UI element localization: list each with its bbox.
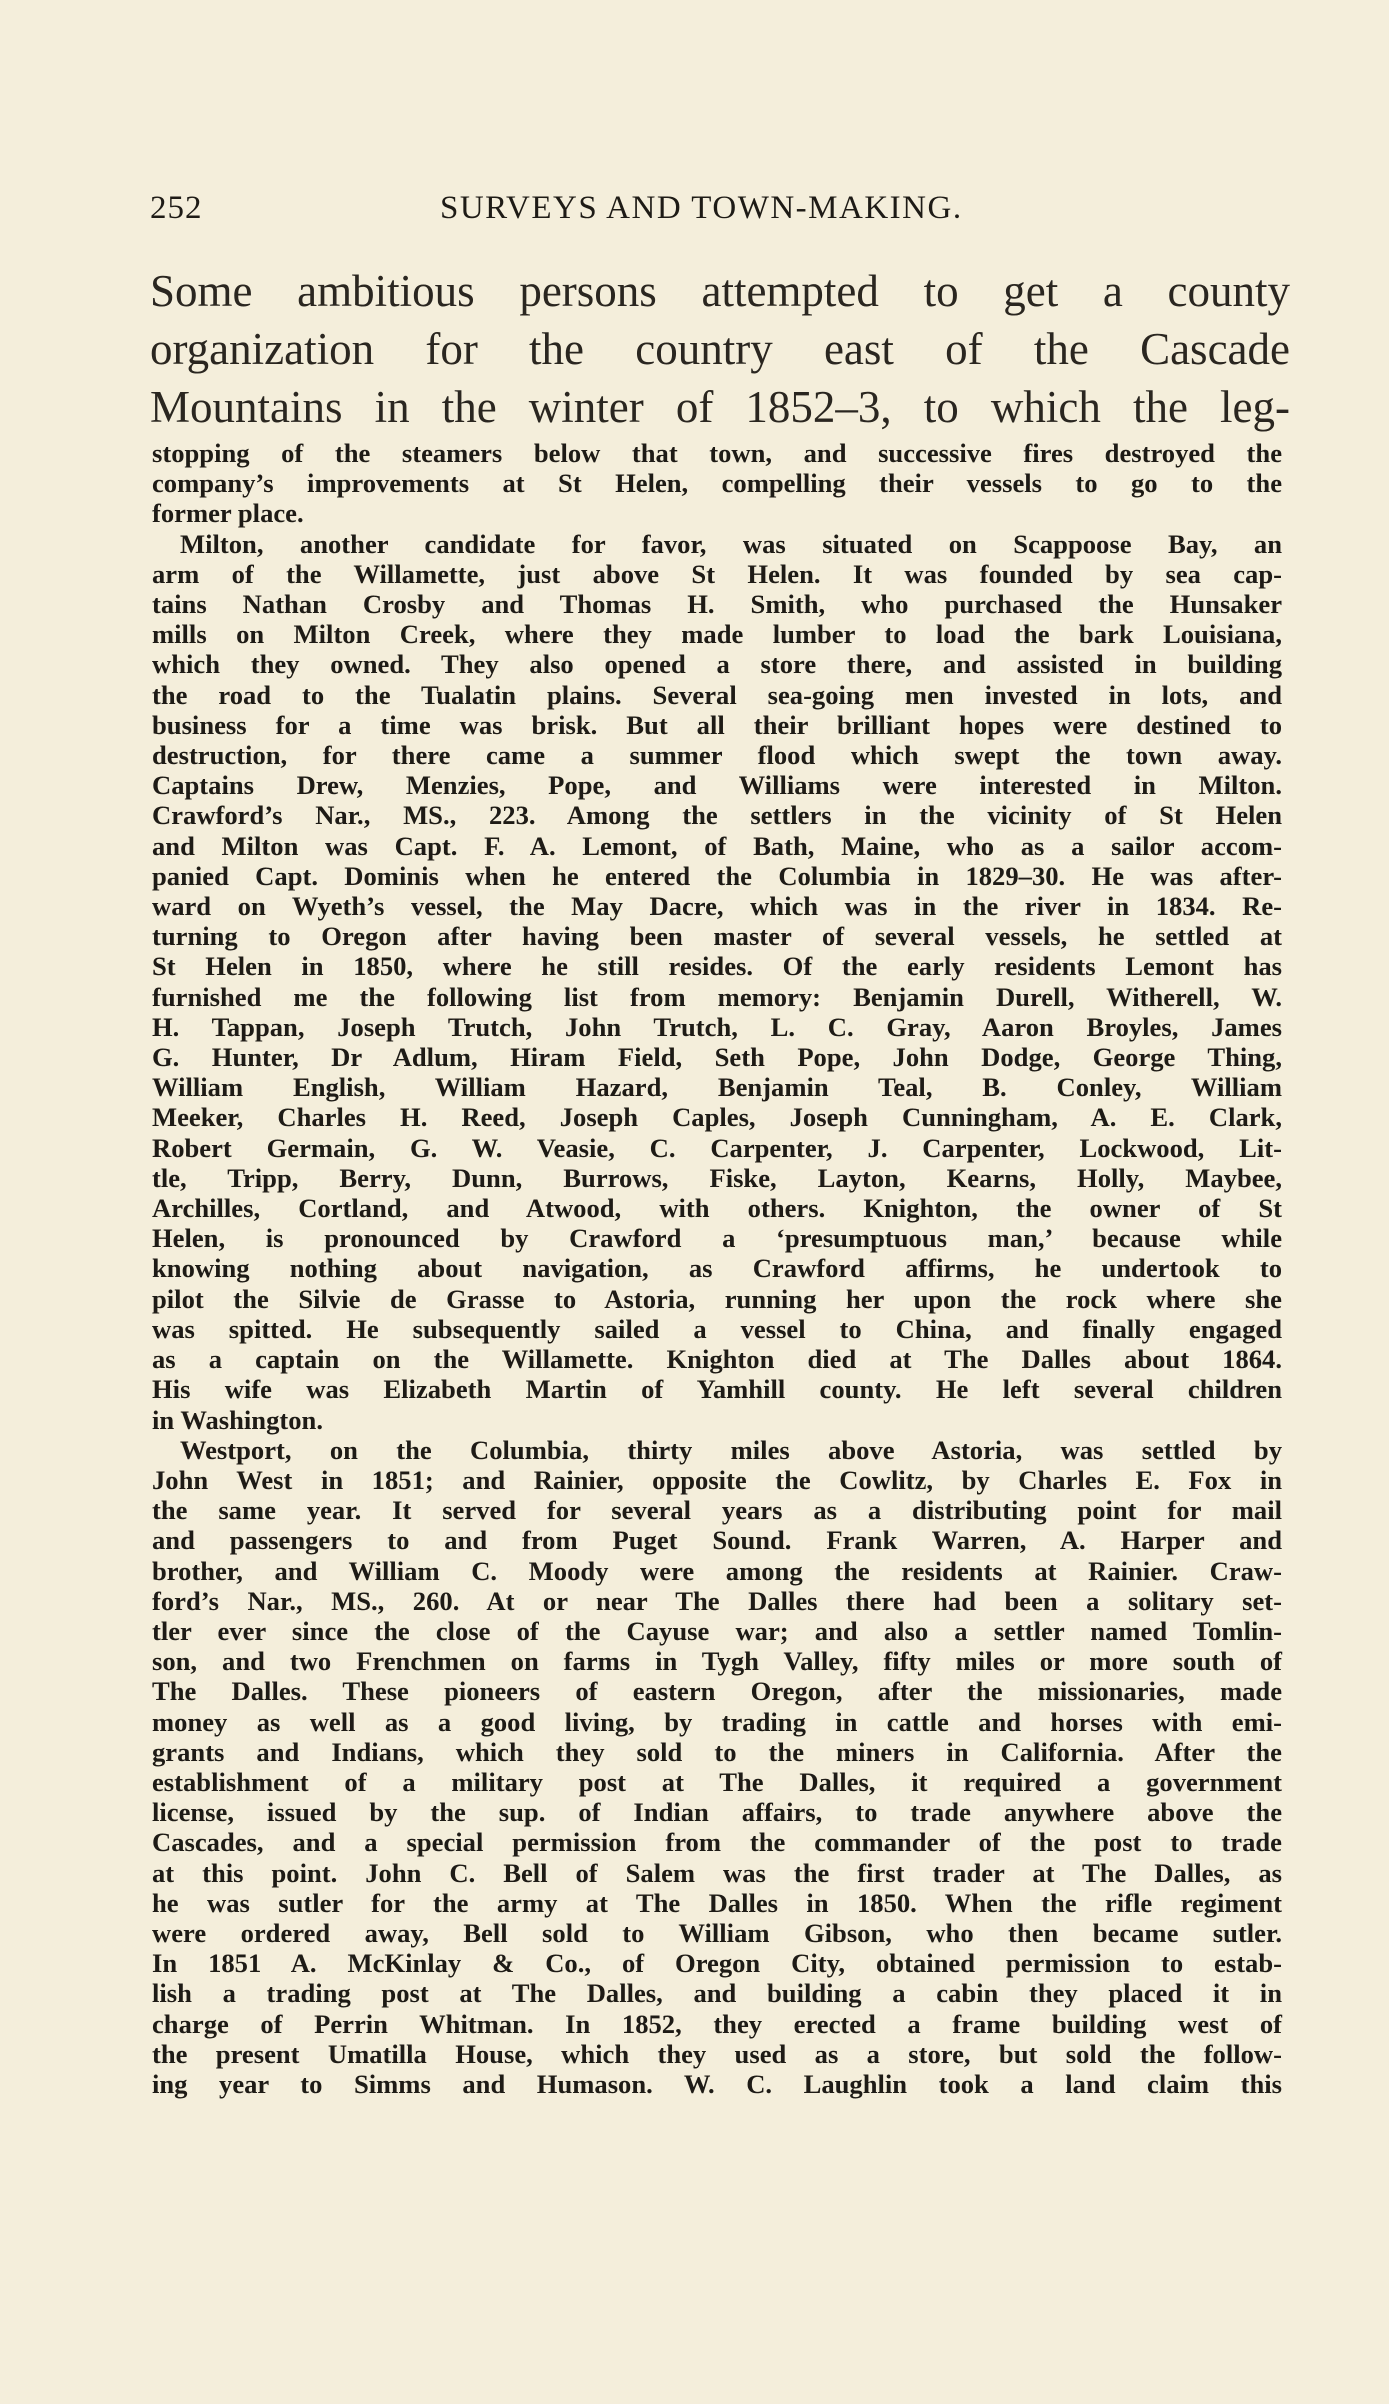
body-line: Crawford’s Nar., MS., 223. Among the settlers in the vicinity of St Helen xyxy=(152,800,1282,831)
body-line: knowing nothing about navigation, as Crawford affirms, he undertook to xyxy=(152,1253,1282,1284)
body-line: as a captain on the Willamette. Knighton died at The Dalles about 1864. xyxy=(152,1344,1282,1375)
page-number: 252 xyxy=(150,190,203,226)
body-line: son, and two Frenchmen on farms in Tygh Valley, fifty miles or more south of xyxy=(152,1646,1282,1677)
body-line: money as well as a good living, by trading in cattle and horses with emi- xyxy=(152,1706,1282,1737)
body-line: pilot the Silvie de Grasse to Astoria, running her upon the rock where she xyxy=(152,1283,1282,1314)
body-line: William English, William Hazard, Benjamin Teal, B. Conley, William xyxy=(152,1072,1282,1103)
body-line: in Washington. xyxy=(152,1404,323,1435)
body-line: furnished me the following list from memory: Benjamin Durell, Witherell, W. xyxy=(152,981,1282,1012)
running-title: SURVEYS AND TOWN-MAKING. xyxy=(440,190,963,226)
headline-line: Mountains in the winter of 1852–3, to which the leg- xyxy=(150,382,1290,432)
body-line: and Milton was Capt. F. A. Lemont, of Bath, Maine, who as a sailor accom- xyxy=(152,830,1282,861)
body-line: destruction, for there came a summer flood which swept the town away. xyxy=(152,740,1282,771)
body-line: Robert Germain, G. W. Veasie, C. Carpenter, J. Carpenter, Lockwood, Lit- xyxy=(152,1132,1282,1163)
body-line: ward on Wyeth’s vessel, the May Dacre, which was in the river in 1834. Re- xyxy=(152,891,1282,922)
body-line: which they owned. They also opened a store there, and assisted in building xyxy=(152,649,1282,680)
body-line: former place. xyxy=(152,498,304,529)
body-line: the same year. It served for several years as a distributing point for mail xyxy=(152,1495,1282,1526)
body-line: were ordered away, Bell sold to William Gibson, who then became sutler. xyxy=(152,1917,1282,1948)
body-line: His wife was Elizabeth Martin of Yamhill county. He left several children xyxy=(152,1374,1282,1405)
body-line: John West in 1851; and Rainier, opposite the Cowlitz, by Charles E. Fox in xyxy=(152,1464,1282,1495)
body-line: stopping of the steamers below that town, and successive fires destroyed the xyxy=(152,438,1282,468)
body-line: ford’s Nar., MS., 260. At or near The Dalles there had been a solitary set- xyxy=(152,1585,1282,1616)
body-line: turning to Oregon after having been master of several vessels, he settled at xyxy=(152,921,1282,952)
body-line: he was sutler for the army at The Dalles in 1850. When the rifle regiment xyxy=(152,1887,1282,1918)
body-line: at this point. John C. Bell of Salem was the first trader at The Dalles, as xyxy=(152,1857,1282,1888)
body-line: Meeker, Charles H. Reed, Joseph Caples, Joseph Cunningham, A. E. Clark, xyxy=(152,1102,1282,1133)
body-line: Captains Drew, Menzies, Pope, and Williams were interested in Milton. xyxy=(152,770,1282,801)
body-line: mills on Milton Creek, where they made lumber to load the bark Louisiana, xyxy=(152,619,1282,650)
body-line: Cascades, and a special permission from the commander of the post to trade xyxy=(152,1827,1282,1858)
body-line: tains Nathan Crosby and Thomas H. Smith, who purchased the Hunsaker xyxy=(152,589,1282,620)
body-line: tle, Tripp, Berry, Dunn, Burrows, Fiske, Layton, Kearns, Holly, Maybee, xyxy=(152,1162,1282,1193)
body-line: the road to the Tualatin plains. Several sea-going men invested in lots, and xyxy=(152,679,1282,710)
body-line: establishment of a military post at The Dalles, it required a government xyxy=(152,1766,1282,1797)
body-line: ing year to Simms and Humason. W. C. Laughlin took a land claim this xyxy=(152,2068,1282,2099)
body-line: The Dalles. These pioneers of eastern Oregon, after the missionaries, made xyxy=(152,1676,1282,1707)
body-line: H. Tappan, Joseph Trutch, John Trutch, L. C. Gray, Aaron Broyles, James xyxy=(152,1011,1282,1042)
body-line: panied Capt. Dominis when he entered the Columbia in 1829–30. He was after- xyxy=(152,860,1282,891)
body-line: tler ever since the close of the Cayuse war; and also a settler named Tomlin- xyxy=(152,1615,1282,1646)
body-line: In 1851 A. McKinlay & Co., of Oregon City, obtained permission to estab- xyxy=(152,1948,1282,1979)
body-line: G. Hunter, Dr Adlum, Hiram Field, Seth Pope, John Dodge, George Thing, xyxy=(152,1042,1282,1073)
body-line: grants and Indians, which they sold to the miners in California. After the xyxy=(152,1736,1282,1767)
body-line: Milton, another candidate for favor, was situated on Scappoose Bay, an xyxy=(180,528,1282,559)
body-line: business for a time was brisk. But all their brilliant hopes were destined to xyxy=(152,709,1282,740)
body-line: the present Umatilla House, which they used as a store, but sold the follow- xyxy=(152,2038,1282,2069)
body-line: charge of Perrin Whitman. In 1852, they erected a frame building west of xyxy=(152,2008,1282,2039)
body-line: was spitted. He subsequently sailed a vessel to China, and finally engaged xyxy=(152,1313,1282,1344)
headline-line: organization for the country east of the Cascade xyxy=(150,324,1290,374)
body-line: Archilles, Cortland, and Atwood, with others. Knighton, the owner of St xyxy=(152,1193,1282,1224)
body-line: lish a trading post at The Dalles, and building a cabin they placed it in xyxy=(152,1978,1282,2009)
body-line: St Helen in 1850, where he still resides. Of the early residents Lemont has xyxy=(152,951,1282,982)
body-line: arm of the Willamette, just above St Helen. It was founded by sea cap- xyxy=(152,558,1282,589)
body-line: Westport, on the Columbia, thirty miles above Astoria, was settled by xyxy=(180,1434,1282,1465)
body-line: Helen, is pronounced by Crawford a ‘presumptuous man,’ because while xyxy=(152,1223,1282,1254)
overlaid-headline-text xyxy=(150,262,1290,436)
body-line: brother, and William C. Moody were among the residents at Rainier. Craw- xyxy=(152,1555,1282,1586)
page-header xyxy=(150,190,1280,240)
body-line: company’s improvements at St Helen, compelling their vessels to go to the xyxy=(152,468,1282,499)
body-line: and passengers to and from Puget Sound. Frank Warren, A. Harper and xyxy=(152,1525,1282,1556)
headline-line: Some ambitious persons attempted to get a county xyxy=(150,266,1290,316)
footnote-body-text xyxy=(152,438,1282,2099)
body-line: license, issued by the sup. of Indian affairs, to trade anywhere above the xyxy=(152,1797,1282,1828)
